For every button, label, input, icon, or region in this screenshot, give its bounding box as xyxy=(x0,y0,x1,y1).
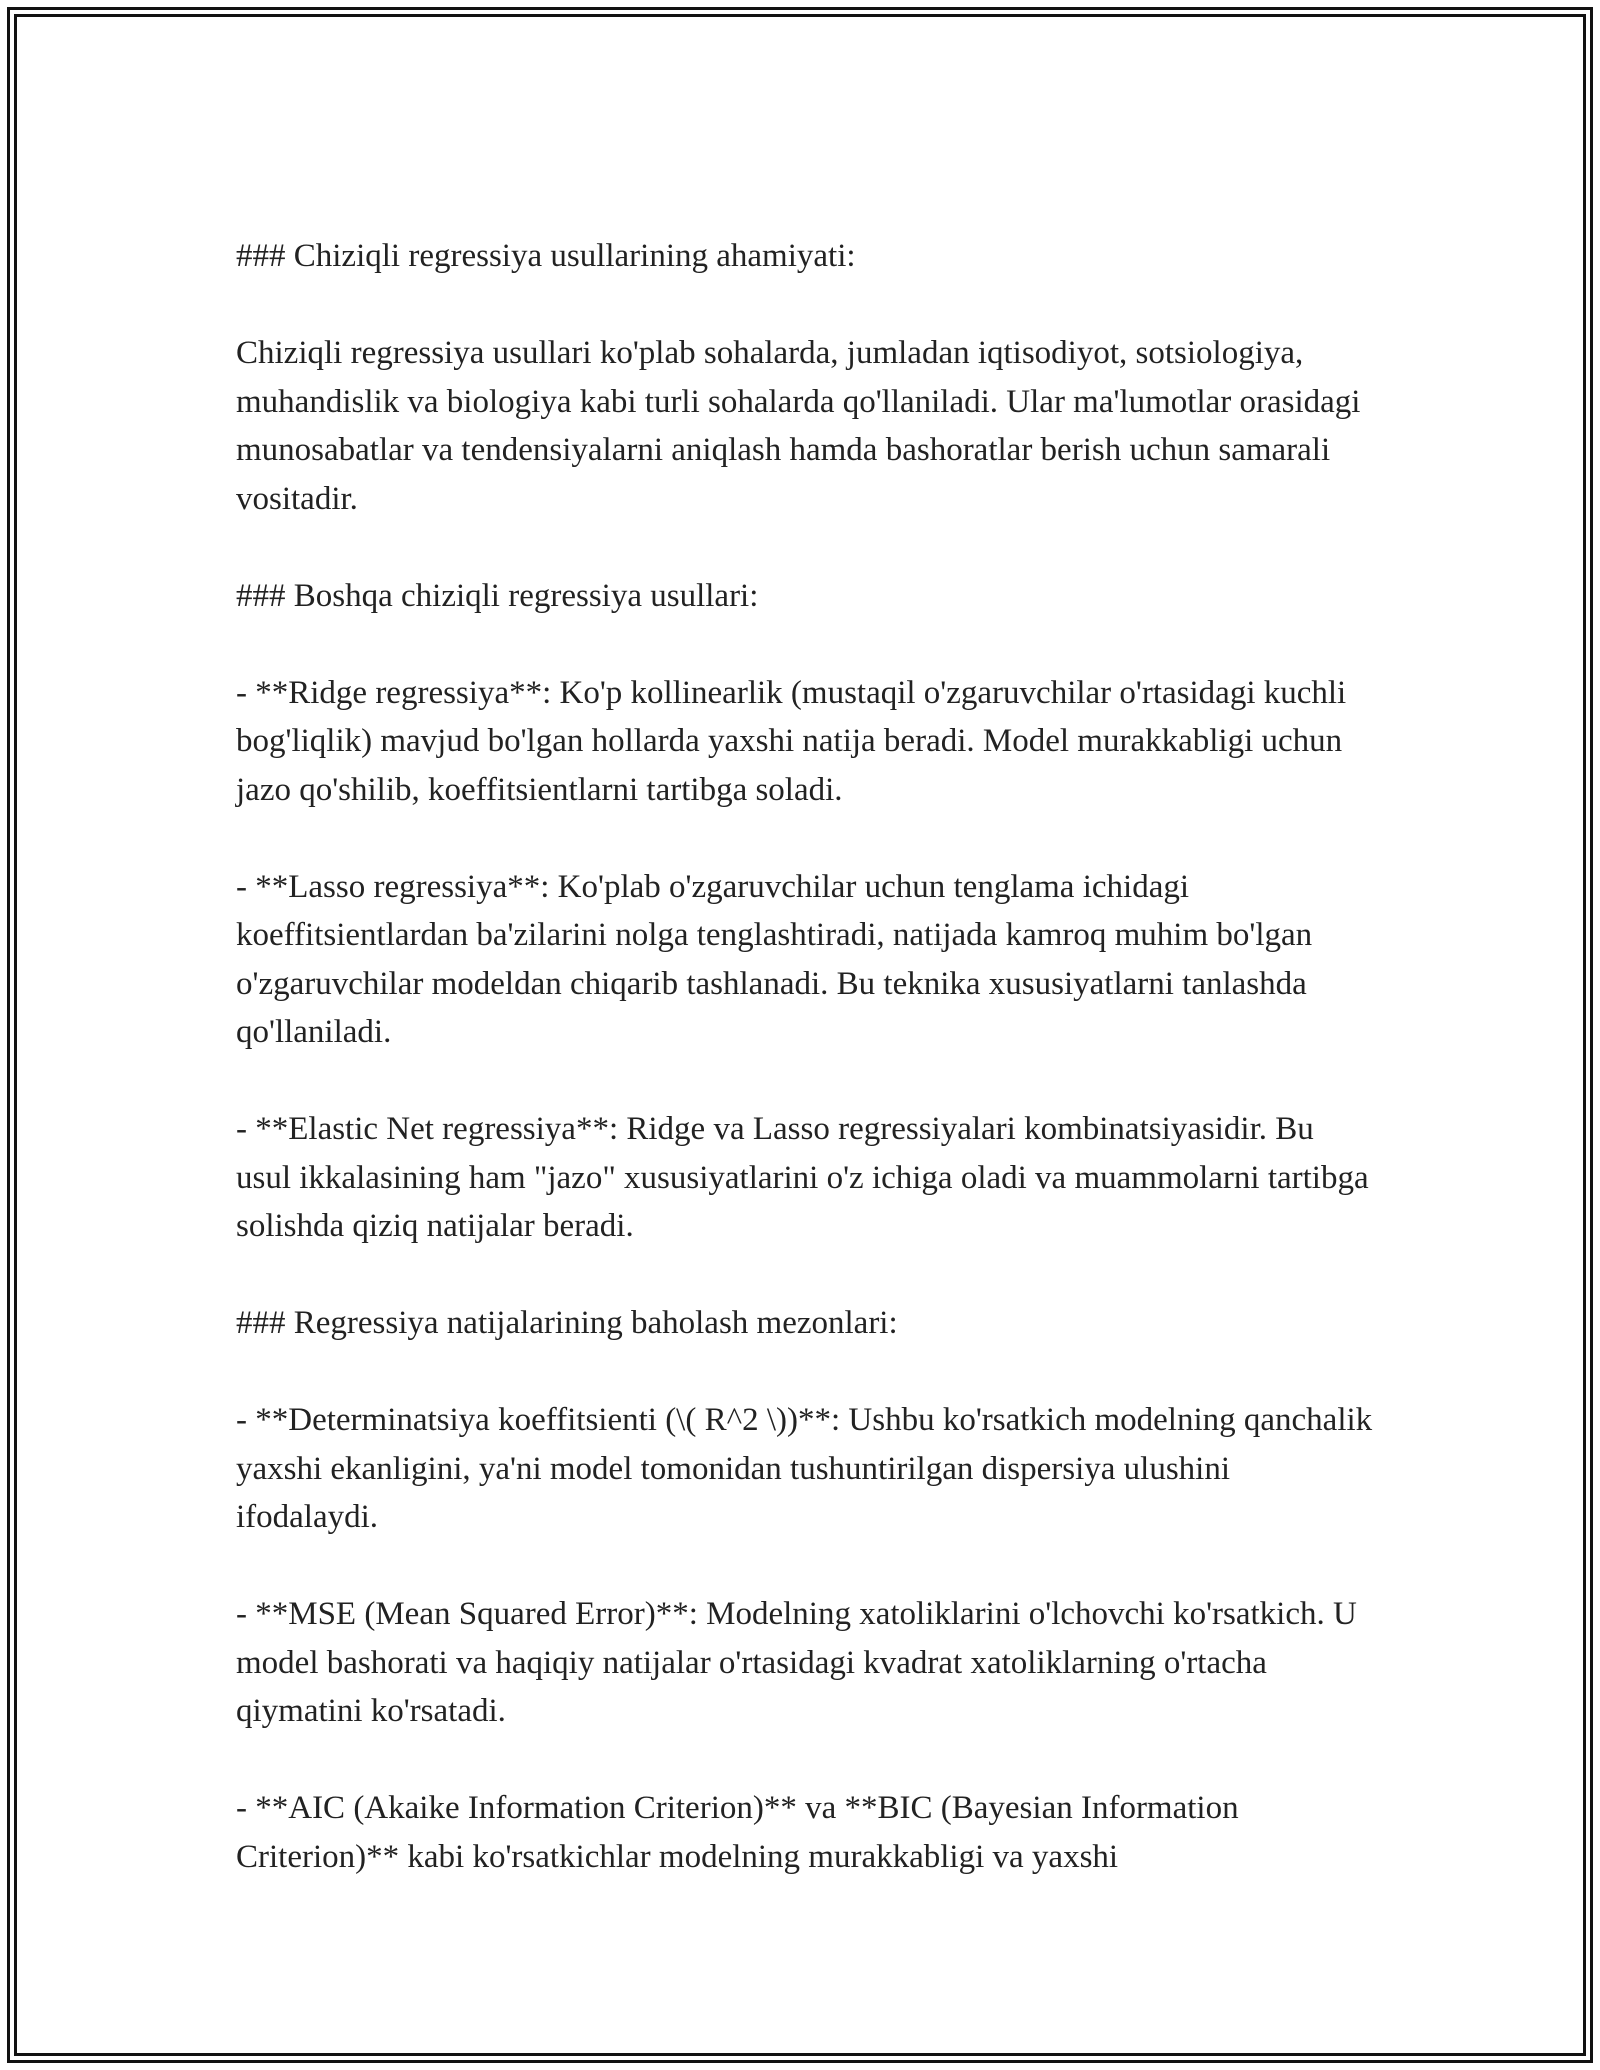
list-item-r-squared: - **Determinatsiya koeffitsienti (\( R^2 \))**: Ushbu ko'rsatkich modelning qanchalik yaxshi ekanligini, ya'ni model tomonidan tushuntirilgan dispersiya ulushini ifodalaydi. xyxy=(236,1402,1373,1535)
heading-other-methods: ### Boshqa chiziqli regressiya usullari: xyxy=(236,577,759,614)
list-item-mse: - **MSE (Mean Squared Error)**: Modelning xatoliklarini o'lchovchi ko'rsatkich. U model bashorati va haqiqiy natijalar o'rtasidagi kvadrat xatoliklarning o'rtacha qiymatini ko'rsatadi. xyxy=(236,1596,1357,1729)
heading-evaluation-criteria: ### Regressiya natijalarining baholash mezonlari: xyxy=(236,1305,898,1341)
list-item-aic-bic: - **AIC (Akaike Information Criterion)** va **BIC (Bayesian Information Criterion)** kabi ko'rsatkichlar modelning murakkabligi va yaxshi xyxy=(236,1790,1239,1875)
heading-importance: ### Chiziqli regressiya usullarining ahamiyati: xyxy=(236,238,856,274)
list-item-lasso: - **Lasso regressiya**: Ko'plab o'zgaruvchilar uchun tenglama ichidagi koeffitsientlardan ba'zilarini nolga tenglashtiradi, natijada kamroq muhim bo'lgan o'zgaruvchilar modeldan chiqarib tashlanadi. Bu teknika xususiyatlarni tanlashda qo'llaniladi. xyxy=(236,868,1313,1050)
paragraph-importance: Chiziqli regressiya usullari ko'plab sohalarda, jumladan iqtisodiyot, sotsiologiya, muhandislik va biologiya kabi turli sohalarda qo'llaniladi. Ular ma'lumotlar orasidagi munosabatlar va tendensiyalarni aniqlash hamda bashoratlar berish uchun samarali vositadir. xyxy=(236,335,1361,517)
document-body xyxy=(236,232,1376,1881)
list-item-ridge: - **Ridge regressiya**: Ko'p kollinearlik (mustaqil o'zgaruvchilar o'rtasidagi kuchli bog'liqlik) mavjud bo'lgan hollarda yaxshi natija beradi. Model murakkabligi uchun jazo qo'shilib, koeffitsientlarni tartibga soladi. xyxy=(236,674,1347,808)
list-item-elastic-net: - **Elastic Net regressiya**: Ridge va Lasso regressiyalari kombinatsiyasidir. Bu usul ikkalasining ham "jazo" xususiyatlarini o'z ichiga oladi va muammolarni tartibga solishda qiziq natijalar beradi. xyxy=(236,1111,1369,1244)
